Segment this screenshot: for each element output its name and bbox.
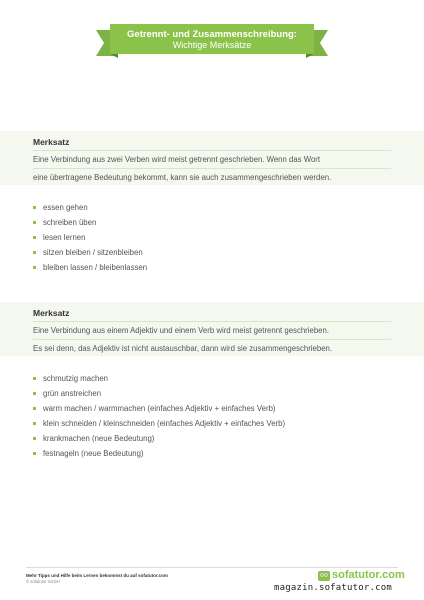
bullet-icon bbox=[33, 392, 36, 395]
banner-title: Getrennt- und Zusammenschreibung: bbox=[127, 29, 297, 40]
list-item: festnageln (neue Bedeutung) bbox=[33, 446, 393, 461]
merksatz-title: Merksatz bbox=[33, 308, 70, 318]
merksatz-box-2 bbox=[0, 302, 424, 356]
list-item: krankmachen (neue Bedeutung) bbox=[33, 431, 393, 446]
bullet-icon bbox=[33, 407, 36, 410]
bullet-icon bbox=[33, 251, 36, 254]
watermark-url[interactable]: magazin.sofatutor.com bbox=[274, 583, 392, 593]
merksatz-text-line: eine übertragene Bedeutung bekommt, kann sie auch zusammengeschrieben werden. bbox=[33, 168, 391, 183]
bullet-icon bbox=[33, 236, 36, 239]
footer-tagline: Mehr Tipps und Hilfe beim Lernen bekommst du auf sofatutor.com bbox=[26, 573, 168, 578]
list-item: lesen lernen bbox=[33, 230, 393, 245]
merksatz-text-line: Eine Verbindung aus zwei Verben wird meist getrennt geschrieben. Wenn das Wort bbox=[33, 150, 391, 165]
bullet-icon bbox=[33, 266, 36, 269]
list-item: essen gehen bbox=[33, 200, 393, 215]
merksatz-text-line: Es sei denn, das Adjektiv ist nicht austauschbar, dann wird sie zusammengeschrieben. bbox=[33, 339, 391, 354]
merksatz-title: Merksatz bbox=[33, 137, 70, 147]
list-item: klein schneiden / kleinschneiden (einfaches Adjektiv + einfaches Verb) bbox=[33, 416, 393, 431]
list-item: grün anstreichen bbox=[33, 386, 393, 401]
bullet-icon bbox=[33, 422, 36, 425]
footer-copyright: © sofatutor GmbH bbox=[26, 579, 60, 584]
bullet-icon bbox=[33, 377, 36, 380]
bullet-icon bbox=[33, 437, 36, 440]
list-item: warm machen / warmmachen (einfaches Adjektiv + einfaches Verb) bbox=[33, 401, 393, 416]
banner-subtitle: Wichtige Merksätze bbox=[172, 40, 252, 50]
example-list-1 bbox=[33, 200, 393, 275]
list-item: bleiben lassen / bleibenlassen bbox=[33, 260, 393, 275]
bullet-icon bbox=[33, 206, 36, 209]
list-item: schreiben üben bbox=[33, 215, 393, 230]
brand-name: sofatutor.com bbox=[332, 569, 405, 581]
bullet-icon bbox=[33, 221, 36, 224]
owl-icon bbox=[318, 569, 330, 581]
example-list-2 bbox=[33, 371, 393, 461]
title-banner bbox=[96, 24, 328, 58]
merksatz-box-1 bbox=[0, 131, 424, 185]
list-item: schmutzig machen bbox=[33, 371, 393, 386]
merksatz-text-line: Eine Verbindung aus einem Adjektiv und einem Verb wird meist getrennt geschrieben. bbox=[33, 321, 391, 336]
bullet-icon bbox=[33, 452, 36, 455]
list-item: sitzen bleiben / sitzenbleiben bbox=[33, 245, 393, 260]
